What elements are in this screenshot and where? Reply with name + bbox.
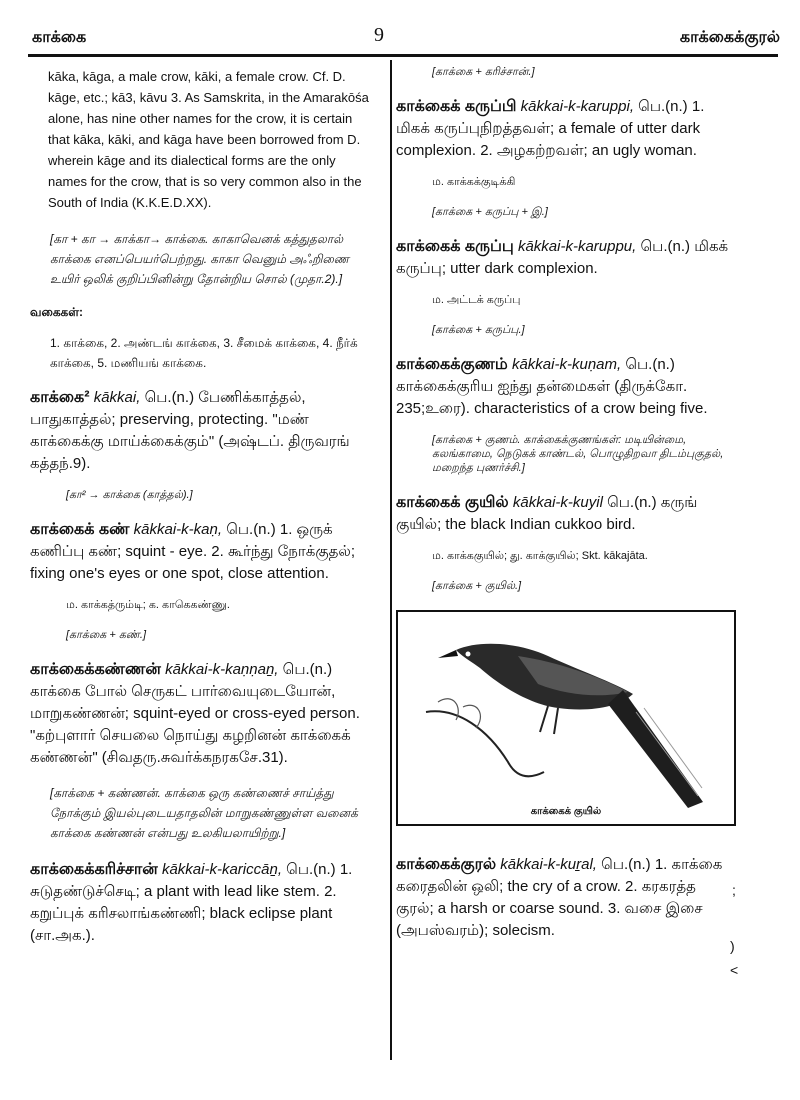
headword: காக்கைக் கண்: [30, 521, 130, 538]
entry-kakkai-k-kan: [30, 519, 375, 585]
entry-kakkai-k-kannan: [30, 659, 375, 769]
part-of-speech: பெ.(n.): [144, 389, 195, 406]
definition: 1. மிகக் கருப்புநிறத்தவள்; a female of utter dark complexion. 2. அழகற்றவள்; an ugly woman.: [396, 98, 705, 159]
right-column: [396, 66, 736, 956]
entry-kakkai-k-kunam: [396, 354, 736, 420]
page-header: [0, 22, 800, 52]
varieties-heading: வகைகள்:: [30, 305, 84, 319]
definition: காக்கைக்குரிய ஐந்து தன்மைகள் (திருக்கோ. 235;உரை). characteristics of a crow being five.: [396, 378, 708, 417]
transliteration: kākkai-k-kaṇṇaṉ,: [165, 661, 279, 678]
entry-kakkai-k-kural: [396, 854, 736, 942]
headword: காக்கைக் கருப்பி: [396, 98, 517, 115]
left-column: [30, 66, 375, 961]
header-rule: [28, 54, 778, 57]
margin-angle: <: [730, 962, 739, 978]
headword: காக்கைக் கருப்பு: [396, 238, 514, 255]
etymology-note: [கா + கா → காக்கா→ காக்கை. காகாவெனக் கத்துதலால் காக்கை எனப்பெயர்பெற்றது. காகா வெனும் அஃறிணை உயிர் ஒலிக் குறிப்பினின்று தோன்றிய சொல் (முதா.2).]: [50, 232, 350, 286]
header-right-guideword: காக்கைக்குரல்: [679, 29, 780, 46]
transliteration: kākkai-k-kuṟal,: [500, 856, 597, 873]
transliteration: kākkai-k-karuppu,: [517, 238, 637, 255]
leaf-stroke: [438, 699, 458, 720]
definition: 1. சுடுதண்டுச்செடி; a plant with lead like stem. 2. கறுப்புக் கரிசலாங்கண்ணி; black eclipse plant (சா.அக.).: [30, 861, 353, 944]
transliteration: kākkai,: [93, 389, 141, 406]
headword: காக்கைக்குரல்: [396, 856, 497, 873]
part-of-speech: பெ.(n.): [640, 238, 691, 255]
cognates-note: ம. காக்ககுயில்; து. காக்குயில்; Skt. kākajāta.: [432, 550, 648, 562]
part-of-speech: பெ.(n.): [226, 521, 276, 538]
definition: 1. காக்கை கரைதலின் ஒலி; the cry of a crow. 2. கரகரத்த குரல்; a harsh or coarse sound. 3. வசை இசை (அபஸ்வரம்); solecism.: [396, 856, 723, 939]
bird-tail: [608, 690, 703, 808]
etymology-note: [காக்கை + கருப்பு.]: [432, 324, 525, 336]
header-left-guideword: காக்கை: [32, 29, 87, 46]
transliteration: kākkai-k-karuppi,: [520, 98, 634, 115]
headword: காக்கை²: [30, 389, 90, 406]
part-of-speech: பெ.(n.): [286, 861, 336, 878]
cognates-note: ம. காக்கத்ரும்டி; க. காகெகண்ணு.: [66, 599, 230, 611]
entry-kakkai-k-kuyil: [396, 492, 736, 536]
margin-semicolon: ;: [732, 882, 736, 898]
transliteration: kākkai-k-kaṇ,: [133, 521, 223, 538]
column-divider: [390, 60, 392, 1060]
part-of-speech: பெ.(n.): [625, 356, 675, 373]
headword: காக்கைக்கண்ணன்: [30, 661, 161, 678]
entry-kakkai-k-kariccan: [30, 859, 375, 947]
part-of-speech: பெ.(n.): [601, 856, 651, 873]
entry-kakkai-k-karuppi: [396, 96, 736, 162]
part-of-speech: பெ.(n.): [638, 98, 688, 115]
part-of-speech: பெ.(n.): [607, 494, 657, 511]
cognates-note: ம. அட்டக் கருப்பு: [432, 294, 521, 306]
transliteration: kākkai-k-kuṇam,: [511, 356, 622, 373]
definition: 1. ஒருக் கணிப்பு கண்; squint - eye. 2. கூர்ந்து நோக்குதல்; fixing one's eyes or one spot, close attention.: [30, 521, 355, 582]
transliteration: kākkai-k-kariccāṉ,: [161, 861, 282, 878]
etymology-note: [கா² → காக்கை (காத்தல்).]: [66, 489, 193, 501]
bird-illustration-figure: [396, 610, 736, 826]
definition: மிகக் கருப்பு; utter dark complexion.: [396, 238, 729, 277]
etymology-note: [காக்கை + கண்.]: [66, 629, 147, 641]
figure-caption: காக்கைக் குயில்: [530, 806, 602, 817]
cognates-note: ம. காக்கக்குடிக்கி: [432, 176, 516, 188]
margin-paren: ): [730, 938, 735, 954]
entry-kakkai-2: [30, 387, 375, 475]
definition: காக்கை போல் செருகட் பார்வையுடையோன், மாறுகண்ணன்; squint-eyed or cross-eyed person. "கற்புளார் செயலை நொய்து கழறினன் காக்கைக் கண்ணன்" (சிவதரு.சுவர்க்கநரகசே.31).: [30, 683, 360, 766]
headword: காக்கைக்கரிச்சான்: [30, 861, 158, 878]
etymology-note: [காக்கை + குயில்.]: [432, 580, 522, 592]
definition: கருங் குயில்; the black Indian cukkoo bird.: [396, 494, 698, 533]
entry-continuation-paragraph: kāka, kāga, a male crow, kāki, a female crow. Cf. D. kāge, etc.; kā3, kāvu 3. As Samskrita, in the Amarakōśa alone, has nine other names for the crow, it is certain that kāka, kāki, and kāga have been borrowed from D. wherein kāge and its dialectical forms are the only names for the crow, that is so very common also in the South of India (K.K.E.D.XX).: [48, 69, 369, 210]
varieties-list: 1. காக்கை, 2. அண்டங் காக்கை, 3. சீமைக் காக்கை, 4. நீர்க் காக்கை, 5. மணியங் காக்கை.: [50, 336, 358, 370]
etymology-note: [காக்கை + கரிச்சான்.]: [432, 66, 535, 78]
page-number: 9: [374, 24, 384, 46]
headword: காக்கைக் குயில்: [396, 494, 509, 511]
bird-leg: [540, 706, 558, 734]
entry-kakkai-k-karuppu: [396, 236, 736, 280]
part-of-speech: பெ.(n.): [282, 661, 333, 678]
bird-beak: [438, 650, 458, 658]
headword: காக்கைக்குணம்: [396, 356, 508, 373]
leaf-stroke: [463, 705, 480, 728]
definition: பேணிக்காத்தல், பாதுகாத்தல்; preserving, protecting. "மண் காக்கைக்கு மாய்க்கைக்கும்" (அஷ்டப். திருவரங் கத்தந்.9).: [30, 389, 350, 472]
etymology-note: [காக்கை + குணம். காக்கைக்குணங்கள்: மடியின்மை, கலங்காமை, நெடுகக் காண்டல், பொழுதிறவா திடம்புகுதல், மறைந்த புணர்ச்சி.]: [432, 434, 724, 474]
transliteration: kākkai-k-kuyil: [512, 494, 603, 511]
etymology-note: [காக்கை + கருப்பு + இ.]: [432, 206, 548, 218]
bird-eye: [466, 652, 471, 657]
bird-illustration: [398, 612, 734, 824]
etymology-note: [காக்கை + கண்ணன். காக்கை ஒரு கண்ணைச் சாய்த்து நோக்கும் இயல்புடையதாதலின் மாறுகண்ணுள்ள வனைக் காக்கை கண்ணன் என்பது உலகியலாயிற்று.]: [50, 786, 358, 840]
branch: [426, 711, 544, 776]
